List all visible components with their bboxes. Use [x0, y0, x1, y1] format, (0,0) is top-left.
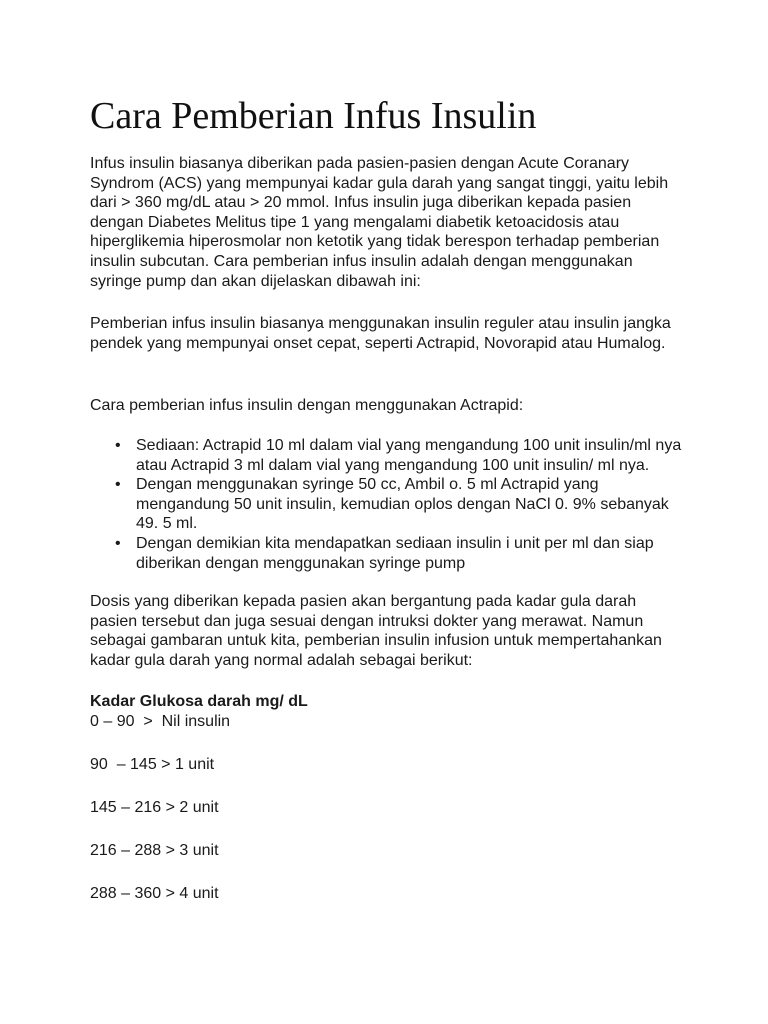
- dosage-paragraph: Dosis yang diberikan kepada pasien akan bergantung pada kadar gula darah pasien tersebut dan juga sesuai dengan intruksi dokter yang merawat. Namun sebagai gambaran untuk kita, pemberian insulin infusion untuk mempertahankan kadar gula darah yang normal adalah sebagai berikut:: [90, 593, 662, 669]
- list-item-text: Dengan menggunakan syringe 50 cc, Ambil o. 5 ml Actrapid yang mengandung 50 unit insulin, kemudian oplos dengan NaCl 0. 9% sebanyak 49. 5 ml.: [136, 476, 669, 533]
- list-item: [115, 475, 690, 534]
- list-item: [115, 534, 690, 573]
- bullet-icon: •: [115, 437, 121, 454]
- bullet-icon: •: [115, 476, 121, 494]
- page-title: Cara Pemberian Infus Insulin: [90, 95, 537, 137]
- dose-row: 0 – 90 > Nil insulin: [90, 713, 231, 730]
- dose-row: 216 – 288 > 3 unit: [90, 842, 219, 859]
- dose-row: 90 – 145 > 1 unit: [90, 756, 215, 773]
- list-item-text: Sediaan: Actrapid 10 ml dalam vial yang mengandung 100 unit insulin/ml nya atau Actrapid 3 ml dalam vial yang mengandung 100 unit insulin/ ml nya.: [136, 437, 682, 474]
- dose-row: 288 – 360 > 4 unit: [90, 885, 219, 902]
- dose-row: 145 – 216 > 2 unit: [90, 799, 219, 816]
- bullet-icon: •: [115, 534, 121, 552]
- intro-paragraph: Infus insulin biasanya diberikan pada pasien-pasien dengan Acute Coranary Syndrom (ACS) yang mempunyai kadar gula darah yang sangat tinggi, yaitu lebih dari > 360 mg/dL atau > 20 mmol. Infus insulin juga diberikan kepada pasien dengan Diabetes Melitus tipe 1 yang mengalami diabetik ketoacidosis atau hiperglikemia hiperosmolar non ketotik yang tidak berespon terhadap pemberian insulin subcutan. Cara pemberian infus insulin adalah dengan menggunakan syringe pump dan akan dijelaskan dibawah ini:: [90, 155, 669, 290]
- dose-table-header: Kadar Glukosa darah mg/ dL: [90, 693, 308, 710]
- insulin-type-paragraph: Pemberian infus insulin biasanya menggunakan insulin reguler atau insulin jangka pendek yang mempunyai onset cepat, seperti Actrapid, Novorapid atau Humalog.: [90, 315, 671, 352]
- actrapid-method-paragraph: Cara pemberian infus insulin dengan menggunakan Actrapid:: [90, 397, 524, 414]
- list-item: [115, 436, 690, 475]
- list-item-text: Dengan demikian kita mendapatkan sediaan insulin i unit per ml dan siap diberikan dengan menggunakan syringe pump: [136, 534, 654, 572]
- preparation-list: [90, 436, 690, 573]
